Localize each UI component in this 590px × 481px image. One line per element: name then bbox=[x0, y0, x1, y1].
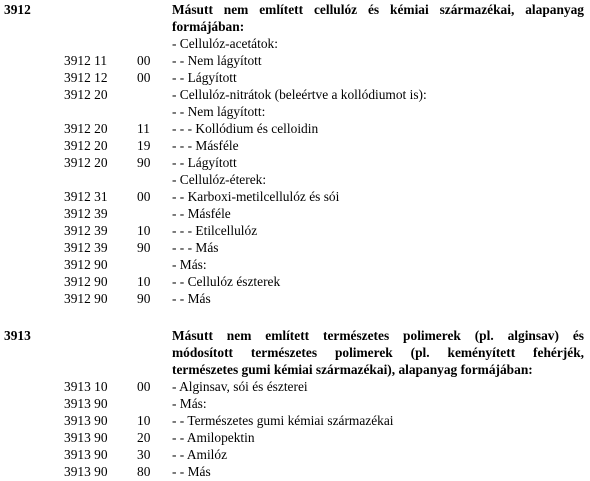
tariff-subcode: 80 bbox=[137, 464, 151, 479]
tariff-subcode: 20 bbox=[137, 430, 151, 445]
tariff-subcode: 00 bbox=[137, 53, 151, 68]
tariff-code: 3912 31 bbox=[64, 189, 108, 204]
tariff-description: - Cellulóz-éterek: bbox=[172, 172, 267, 187]
tariff-description: - - Lágyított bbox=[172, 70, 237, 85]
tariff-description: - - Lágyított bbox=[172, 155, 237, 170]
tariff-code: 3913 90 bbox=[64, 413, 108, 428]
tariff-description: - Alginsav, sói és észterei bbox=[172, 379, 308, 394]
tariff-subcode: 00 bbox=[137, 379, 151, 394]
tariff-subcode: 10 bbox=[137, 223, 151, 238]
tariff-subcode: 90 bbox=[137, 291, 151, 306]
tariff-code: 3912 90 bbox=[64, 257, 108, 272]
tariff-description: - - - Kollódium és celloidin bbox=[172, 121, 319, 136]
tariff-description: - - Más bbox=[172, 291, 211, 306]
heading-title-line: Másutt nem említett természetes polimerek (pl. alginsav) és bbox=[172, 328, 584, 343]
tariff-description: - - - Más bbox=[172, 240, 219, 255]
tariff-subcode: 90 bbox=[137, 240, 151, 255]
tariff-subcode: 11 bbox=[137, 121, 150, 136]
tariff-subcode: 10 bbox=[137, 274, 151, 289]
tariff-subcode: 30 bbox=[137, 447, 151, 462]
heading-title bbox=[172, 327, 584, 378]
tariff-row bbox=[0, 463, 590, 480]
tariff-row bbox=[0, 412, 590, 429]
tariff-code: 3912 39 bbox=[64, 223, 108, 238]
heading-code: 3913 bbox=[4, 328, 31, 343]
tariff-description: - - Más bbox=[172, 464, 211, 479]
tariff-code: 3912 39 bbox=[64, 206, 108, 221]
tariff-code: 3912 20 bbox=[64, 138, 108, 153]
heading-title bbox=[172, 1, 584, 35]
tariff-subcode: 90 bbox=[137, 155, 151, 170]
tariff-code: 3913 90 bbox=[64, 447, 108, 462]
tariff-code: 3912 12 bbox=[64, 70, 108, 85]
tariff-description: - Cellulóz-acetátok: bbox=[172, 36, 278, 51]
tariff-row bbox=[0, 86, 590, 103]
tariff-description: - - Amilopektin bbox=[172, 430, 255, 445]
tariff-row bbox=[0, 137, 590, 154]
tariff-row bbox=[0, 154, 590, 171]
tariff-row bbox=[0, 378, 590, 395]
tariff-description: - - Karboxi-metilcellulóz és sói bbox=[172, 189, 340, 204]
tariff-code: 3912 20 bbox=[64, 155, 108, 170]
tariff-row bbox=[0, 290, 590, 307]
tariff-description: - - - Etilcellulóz bbox=[172, 223, 258, 238]
tariff-code: 3912 20 bbox=[64, 87, 108, 102]
tariff-row bbox=[0, 429, 590, 446]
tariff-code: 3912 39 bbox=[64, 240, 108, 255]
tariff-row bbox=[0, 35, 590, 52]
tariff-row bbox=[0, 52, 590, 69]
tariff-code: 3913 90 bbox=[64, 464, 108, 479]
tariff-description: - - Amilóz bbox=[172, 447, 228, 462]
heading-title-line: természetes gumi kémiai származékai), alapanyag formájában: bbox=[172, 362, 533, 377]
heading-code: 3912 bbox=[4, 2, 31, 17]
tariff-subcode: 10 bbox=[137, 413, 151, 428]
tariff-row bbox=[0, 446, 590, 463]
tariff-row bbox=[0, 188, 590, 205]
tariff-row bbox=[0, 205, 590, 222]
tariff-subcode: 00 bbox=[137, 189, 151, 204]
tariff-code: 3913 10 bbox=[64, 379, 108, 394]
tariff-description: - Cellulóz-nitrátok (beleértve a kollódiumot is): bbox=[172, 87, 427, 102]
tariff-description: - - Nem lágyított: bbox=[172, 104, 266, 119]
tariff-description: - - Másféle bbox=[172, 206, 231, 221]
tariff-description: - - - Másféle bbox=[172, 138, 239, 153]
tariff-description: - Más: bbox=[172, 257, 207, 272]
tariff-row bbox=[0, 69, 590, 86]
tariff-row bbox=[0, 273, 590, 290]
heading-title-line: Másutt nem említett cellulóz és kémiai származékai, alapanyag bbox=[172, 2, 584, 17]
tariff-row bbox=[0, 103, 590, 120]
tariff-subcode: 19 bbox=[137, 138, 151, 153]
heading-title-line: módosított természetes polimerek (pl. keményített fehérjék, bbox=[172, 345, 584, 360]
tariff-code: 3913 90 bbox=[64, 430, 108, 445]
tariff-code: 3912 11 bbox=[64, 53, 108, 68]
tariff-description: - - Nem lágyított bbox=[172, 53, 262, 68]
tariff-description: - - Természetes gumi kémiai származékai bbox=[172, 413, 394, 428]
heading-title-line: formájában: bbox=[172, 19, 245, 34]
tariff-row bbox=[0, 120, 590, 137]
tariff-row bbox=[0, 171, 590, 188]
tariff-code: 3912 20 bbox=[64, 121, 108, 136]
tariff-code: 3912 90 bbox=[64, 291, 108, 306]
tariff-code: 3912 90 bbox=[64, 274, 108, 289]
tariff-code: 3913 90 bbox=[64, 396, 108, 411]
tariff-row bbox=[0, 395, 590, 412]
tariff-subcode: 00 bbox=[137, 70, 151, 85]
tariff-description: - - Cellulóz észterek bbox=[172, 274, 281, 289]
tariff-row bbox=[0, 222, 590, 239]
tariff-row bbox=[0, 239, 590, 256]
tariff-row bbox=[0, 256, 590, 273]
tariff-description: - Más: bbox=[172, 396, 207, 411]
